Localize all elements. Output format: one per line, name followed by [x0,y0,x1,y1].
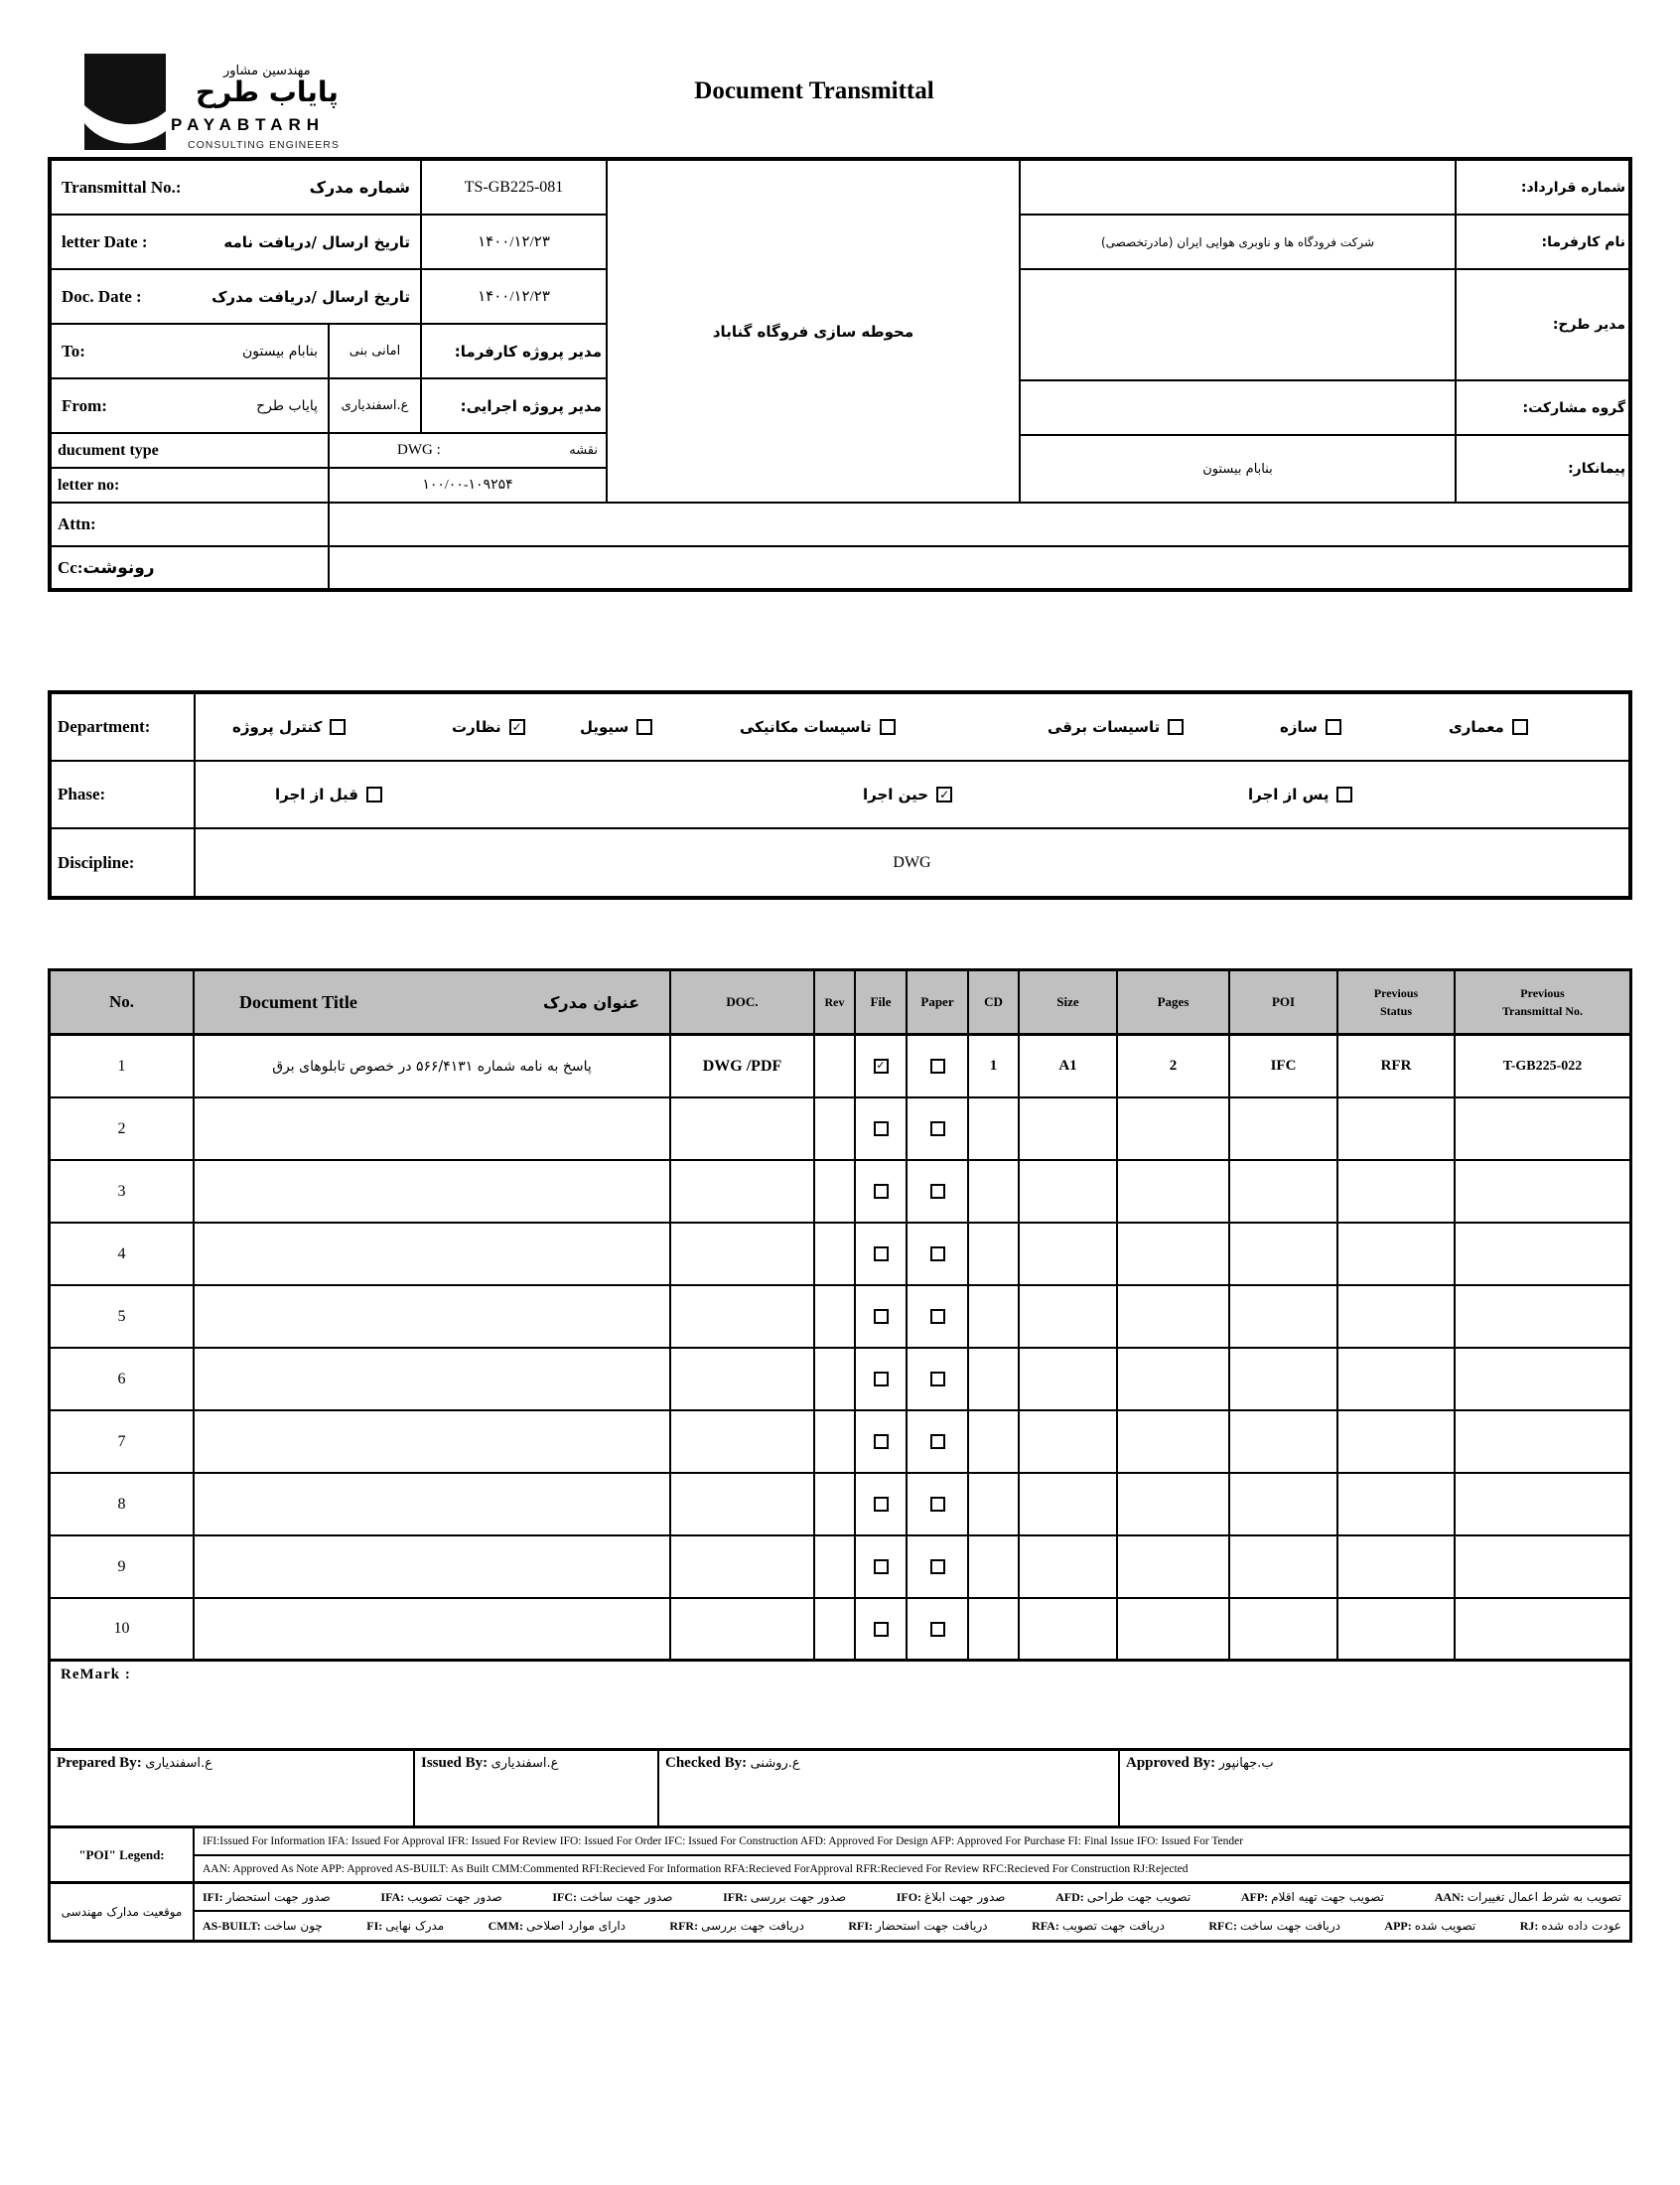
row-prev-transmittal [1456,1599,1629,1659]
row-size [1020,1411,1118,1472]
col-title-en: Document Title [239,991,357,1012]
dept-electrical-label: تاسیسات برقی [1048,718,1161,736]
company-logo [84,52,422,161]
row-cd [969,1098,1020,1159]
row-pages [1118,1161,1230,1222]
row-doc [671,1286,815,1347]
row-title [195,1286,671,1347]
file-checkbox[interactable] [874,1622,889,1637]
col-doc: DOC. [671,971,815,1033]
row-cd [969,1349,1020,1409]
phase-before-checkbox[interactable] [366,787,382,802]
row-no: 2 [51,1098,195,1159]
paper-checkbox[interactable] [930,1622,945,1637]
row-rev [815,1036,856,1096]
paper-checkbox[interactable] [930,1372,945,1386]
col-paper: Paper [908,971,969,1033]
letter-date-label-fa: تاریخ ارسال /دریافت نامه [223,232,410,251]
row-pages [1118,1098,1230,1159]
poi-legend [51,1828,1629,1940]
row-size [1020,1474,1118,1534]
row-prev-transmittal: T-GB225-022 [1502,1058,1583,1074]
file-checkbox[interactable] [874,1309,889,1324]
col-prev-status: Previous Status [1338,971,1456,1033]
row-title: پاسخ به نامه شماره ۵۶۶/۴۱۳۱ در خصوص تابلوهای برق [195,1036,671,1096]
signatures-row [51,1751,1629,1828]
row-no: 6 [51,1349,195,1409]
row-rev [815,1286,856,1347]
issued-by-label: Issued By: [421,1755,489,1771]
row-pages [1118,1411,1230,1472]
phase-during-label: حین اجرا [863,786,929,803]
row-poi [1230,1536,1338,1597]
row-poi [1230,1286,1338,1347]
contractor-label: پیمانکار: [1456,435,1629,503]
file-checkbox[interactable] [874,1434,889,1449]
row-prev-status [1338,1224,1456,1284]
row-rev [815,1474,856,1534]
dept-supervision-label: نظارت [452,718,501,736]
row-no: 1 [51,1036,195,1096]
file-checkbox[interactable] [874,1372,889,1386]
dept-mechanical-label: تاسیسات مکانیکی [740,718,872,736]
file-checkbox[interactable] [874,1121,889,1136]
row-paper [908,1036,969,1096]
row-file [856,1474,908,1534]
row-paper [908,1599,969,1659]
row-doc [671,1098,815,1159]
row-file [856,1536,908,1597]
row-poi [1230,1161,1338,1222]
col-size: Size [1020,971,1118,1033]
row-file [856,1036,908,1096]
phase-after-label: پس از اجرا [1248,786,1330,803]
table-row [51,1599,1629,1662]
paper-checkbox[interactable] [930,1184,945,1199]
row-title [195,1411,671,1472]
row-pages [1118,1349,1230,1409]
row-poi [1230,1098,1338,1159]
poi-legend-fa-line2: AS-BUILT: چون ساخت FI: مدرک نهایی CMM: دارای موارد اصلاحی RFR: دریافت جهت بررسی RFI: دریافت جهت استحضار RFA: دریافت جهت تصویب RFC: دریافت جهت ساخت APP: تصویب شده RJ: عودت داده شده [203,1918,1621,1933]
to-person: امانی بنی [329,324,421,378]
remark-section [51,1662,1629,1751]
dept-project-control-checkbox[interactable] [330,719,346,735]
row-title [195,1098,671,1159]
row-title [195,1599,671,1659]
phase-before-label: قبل از اجرا [275,786,358,803]
doc-status-label: موقعیت مدارک مهندسی [61,1905,183,1919]
dept-structure-label: سازه [1280,718,1318,736]
row-poi [1230,1224,1338,1284]
row-cd: 1 [969,1036,1020,1096]
row-size [1020,1098,1118,1159]
project-title: محوطه سازی فروگاه گناباد [607,160,1020,503]
discipline-value: DWG [195,828,1629,897]
file-checkbox[interactable]: ✓ [874,1059,889,1074]
row-prev-transmittal [1456,1411,1629,1472]
partnership-group-value [1020,380,1456,435]
to-value: بنابام بیستون [241,343,318,360]
transmittal-no-value: TS-GB225-081 [421,160,607,215]
row-prev-transmittal [1456,1286,1629,1347]
file-checkbox[interactable] [874,1246,889,1261]
issued-by-cell [415,1751,659,1825]
row-title [195,1349,671,1409]
row-title [195,1474,671,1534]
row-size [1020,1286,1118,1347]
department-label: Department: [58,717,151,736]
dept-structure-checkbox[interactable] [1326,719,1341,735]
paper-checkbox[interactable] [930,1559,945,1574]
row-paper [908,1286,969,1347]
dept-architecture-label: معماری [1449,718,1504,736]
table-row [51,1474,1629,1536]
contractor-value: بنابام بیستون [1020,435,1456,503]
logo-en-subtitle: CONSULTING ENGINEERS [188,139,340,151]
row-prev-status [1338,1474,1456,1534]
row-size [1020,1536,1118,1597]
col-rev: Rev [815,971,856,1033]
row-no: 3 [51,1161,195,1222]
row-size [1020,1349,1118,1409]
row-size [1020,1161,1118,1222]
row-prev-transmittal [1456,1224,1629,1284]
row-doc [671,1224,815,1284]
row-no: 7 [51,1411,195,1472]
row-rev [815,1224,856,1284]
row-doc: DWG /PDF [671,1036,815,1096]
logo-fa-tagline: مهندسین مشاور [223,64,311,78]
poi-legend-label: "POI" Legend: [51,1828,193,1884]
phase-during-checkbox[interactable]: ✓ [936,787,952,802]
dept-mechanical-checkbox[interactable] [880,719,896,735]
dept-supervision-checkbox[interactable]: ✓ [509,719,525,735]
letter-date-value: ۱۴۰۰/۱۲/۲۳ [421,215,607,269]
row-no: 8 [51,1474,195,1534]
table-row [51,1536,1629,1599]
row-prev-status [1338,1098,1456,1159]
remark-label: ReMark : [61,1667,131,1682]
table-row [51,1349,1629,1411]
contract-no-value [1020,160,1456,215]
page-title: Document Transmittal [694,77,934,104]
documents-table [48,968,1632,1943]
col-poi: POI [1230,971,1338,1033]
checked-by-name: ع.روشنی [750,1756,800,1771]
document-type-value: DWG : [397,442,441,458]
row-prev-transmittal [1456,1536,1629,1597]
row-paper [908,1474,969,1534]
row-rev [815,1349,856,1409]
row-doc [671,1161,815,1222]
col-cd: CD [969,971,1020,1033]
row-cd [969,1286,1020,1347]
exec-pm-label: مدیر پروژه اجرایی: [421,378,607,433]
row-file [856,1098,908,1159]
transmittal-no-label-en: Transmittal No.: [62,177,182,197]
row-prev-status [1338,1536,1456,1597]
row-pages [1118,1599,1230,1659]
dept-electrical-checkbox[interactable] [1168,719,1184,735]
attn-label: Attn: [58,514,96,533]
issued-by-name: ع.اسفندیاری [490,1756,559,1771]
row-poi [1230,1411,1338,1472]
row-paper [908,1536,969,1597]
file-checkbox[interactable] [874,1497,889,1512]
discipline-label: Discipline: [58,852,135,872]
row-prev-status [1338,1599,1456,1659]
col-title-fa: عنوان مدرک [543,992,639,1012]
partnership-group-label: گروه مشارکت: [1456,380,1629,435]
row-rev [815,1161,856,1222]
row-cd [969,1536,1020,1597]
row-doc [671,1536,815,1597]
paper-checkbox[interactable] [930,1434,945,1449]
row-pages [1118,1474,1230,1534]
row-pages: 2 [1118,1036,1230,1096]
row-prev-transmittal [1456,1098,1629,1159]
row-poi [1230,1474,1338,1534]
row-poi: IFC [1230,1036,1338,1096]
approved-by-name: ب.جهانپور [1218,1756,1274,1771]
col-prev-transmittal: Previous Transmittal No. [1501,986,1584,1018]
row-pages [1118,1536,1230,1597]
row-prev-transmittal [1456,1349,1629,1409]
document-type-label: ducument type [58,441,159,459]
row-cd [969,1161,1020,1222]
table-row [51,1098,1629,1161]
row-title [195,1536,671,1597]
documents-table-header [51,971,1629,1036]
row-prev-status [1338,1411,1456,1472]
row-no: 5 [51,1286,195,1347]
design-manager-label: مدیر طرح: [1456,269,1629,380]
row-file [856,1349,908,1409]
attn-value [329,503,1629,546]
row-poi [1230,1349,1338,1409]
row-cd [969,1474,1020,1534]
table-row [51,1286,1629,1349]
phase-label: Phase: [58,785,106,803]
row-file [856,1286,908,1347]
row-no: 9 [51,1536,195,1597]
table-row [51,1224,1629,1286]
col-pages: Pages [1118,971,1230,1033]
paper-checkbox[interactable] [930,1309,945,1324]
row-doc [671,1599,815,1659]
row-prev-status: RFR [1338,1036,1456,1096]
row-size [1020,1599,1118,1659]
letter-date-label-en: letter Date : [62,231,148,251]
dept-architecture-checkbox[interactable] [1512,719,1528,735]
file-checkbox[interactable] [874,1559,889,1574]
approved-by-label: Approved By: [1126,1755,1216,1771]
row-title [195,1224,671,1284]
prepared-by-cell [51,1751,415,1825]
department-options [195,693,1629,761]
row-file [856,1411,908,1472]
row-doc [671,1411,815,1472]
classification-table [48,690,1632,900]
row-size [1020,1224,1118,1284]
row-cd [969,1224,1020,1284]
row-paper [908,1224,969,1284]
checked-by-label: Checked By: [665,1755,748,1771]
approved-by-cell [1120,1751,1629,1825]
dept-project-control-label: کنترل پروژه [232,718,323,736]
contract-no-label: شماره قرارداد: [1456,160,1629,215]
row-doc [671,1474,815,1534]
prepared-by-label: Prepared By: [57,1755,142,1771]
table-row [51,1161,1629,1224]
client-name-label: نام کارفرما: [1456,215,1629,269]
col-title [195,971,671,1033]
row-cd [969,1599,1020,1659]
row-paper [908,1411,969,1472]
poi-legend-en-line2: AAN: Approved As Note APP: Approved AS-BUILT: As Built CMM:Commented RFI:Recieved For Information RFA:Recieved ForApproval RFR:Recieved For Review RFC:Recieved For Construction RJ:Rejected [195,1856,1629,1884]
from-person: ع.اسفندیاری [329,378,421,433]
poi-legend-en-line1: IFI:Issued For Information IFA: Issued For Approval IFR: Issued For Review IFO: Issued For Order IFC: Issued For Construction AFD: Approved For Design AFP: Approved For Purchase FI: Final Issue IFO: Issued For Tender [195,1828,1629,1856]
paper-checkbox[interactable] [930,1246,945,1261]
row-rev [815,1599,856,1659]
phase-after-checkbox[interactable] [1336,787,1352,802]
from-value: پایاب طرح [256,397,318,414]
poi-legend-fa-line1: IFI: صدور جهت استحضار IFA: صدور جهت تصویب IFC: صدور جهت ساخت IFR: صدور جهت بررسی IFO: صدور جهت ابلاغ AFD: تصویب جهت طراحی AFP: تصویب جهت تهیه اقلام AAN: تصویب به شرط اعمال تغییرات [195,1884,1629,1912]
row-pages [1118,1224,1230,1284]
row-prev-transmittal [1456,1474,1629,1534]
file-checkbox[interactable] [874,1184,889,1199]
row-cd [969,1411,1020,1472]
row-title [195,1161,671,1222]
dept-civil-label: سیویل [580,718,630,736]
cc-value [329,546,1629,589]
row-prev-status [1338,1286,1456,1347]
client-pm-label: مدیر پروژه کارفرما: [421,324,607,378]
row-no: 4 [51,1224,195,1284]
from-label: From: [62,395,107,415]
doc-date-value: ۱۴۰۰/۱۲/۲۳ [421,269,607,324]
row-prev-transmittal [1456,1161,1629,1222]
phase-options [195,761,1629,828]
row-prev-status [1338,1349,1456,1409]
table-row [51,1036,1629,1098]
logo-en-name: PAYABTARH [171,115,326,134]
table-row [51,1411,1629,1474]
row-paper [908,1161,969,1222]
row-poi [1230,1599,1338,1659]
col-no: No. [51,971,195,1033]
doc-date-label-en: Doc. Date : [62,286,142,306]
row-file [856,1599,908,1659]
checked-by-cell [659,1751,1120,1825]
document-type-fa: نقشه [569,443,598,458]
letter-no-label: letter no: [58,476,120,494]
row-paper [908,1098,969,1159]
letter-no-value: ۱۰۰/۰۰-۱۰۹۲۵۴ [329,468,607,503]
doc-date-label-fa: تاریخ ارسال /دریافت مدرک [211,287,410,306]
header-table [48,157,1632,592]
paper-checkbox[interactable] [930,1497,945,1512]
col-file: File [856,971,908,1033]
row-rev [815,1411,856,1472]
paper-checkbox[interactable] [930,1121,945,1136]
client-name-value: شرکت فرودگاه ها و ناوبری هوایی ایران (مادرتخصصی) [1020,215,1456,269]
row-prev-status [1338,1161,1456,1222]
prepared-by-name: ع.اسفندیاری [145,1756,212,1771]
row-paper [908,1349,969,1409]
transmittal-no-label-fa: شماره مدرک [309,178,410,197]
design-manager-value [1020,269,1456,380]
paper-checkbox[interactable] [930,1059,945,1074]
row-pages [1118,1286,1230,1347]
dept-civil-checkbox[interactable] [636,719,652,735]
row-rev [815,1098,856,1159]
row-file [856,1161,908,1222]
logo-fa-name: پایاب طرح [196,75,339,108]
row-file [856,1224,908,1284]
to-label: To: [62,341,85,361]
row-doc [671,1349,815,1409]
row-size: A1 [1020,1036,1118,1096]
row-no: 10 [51,1599,195,1659]
row-rev [815,1536,856,1597]
cc-label: Cc:رونوشت [58,557,155,577]
